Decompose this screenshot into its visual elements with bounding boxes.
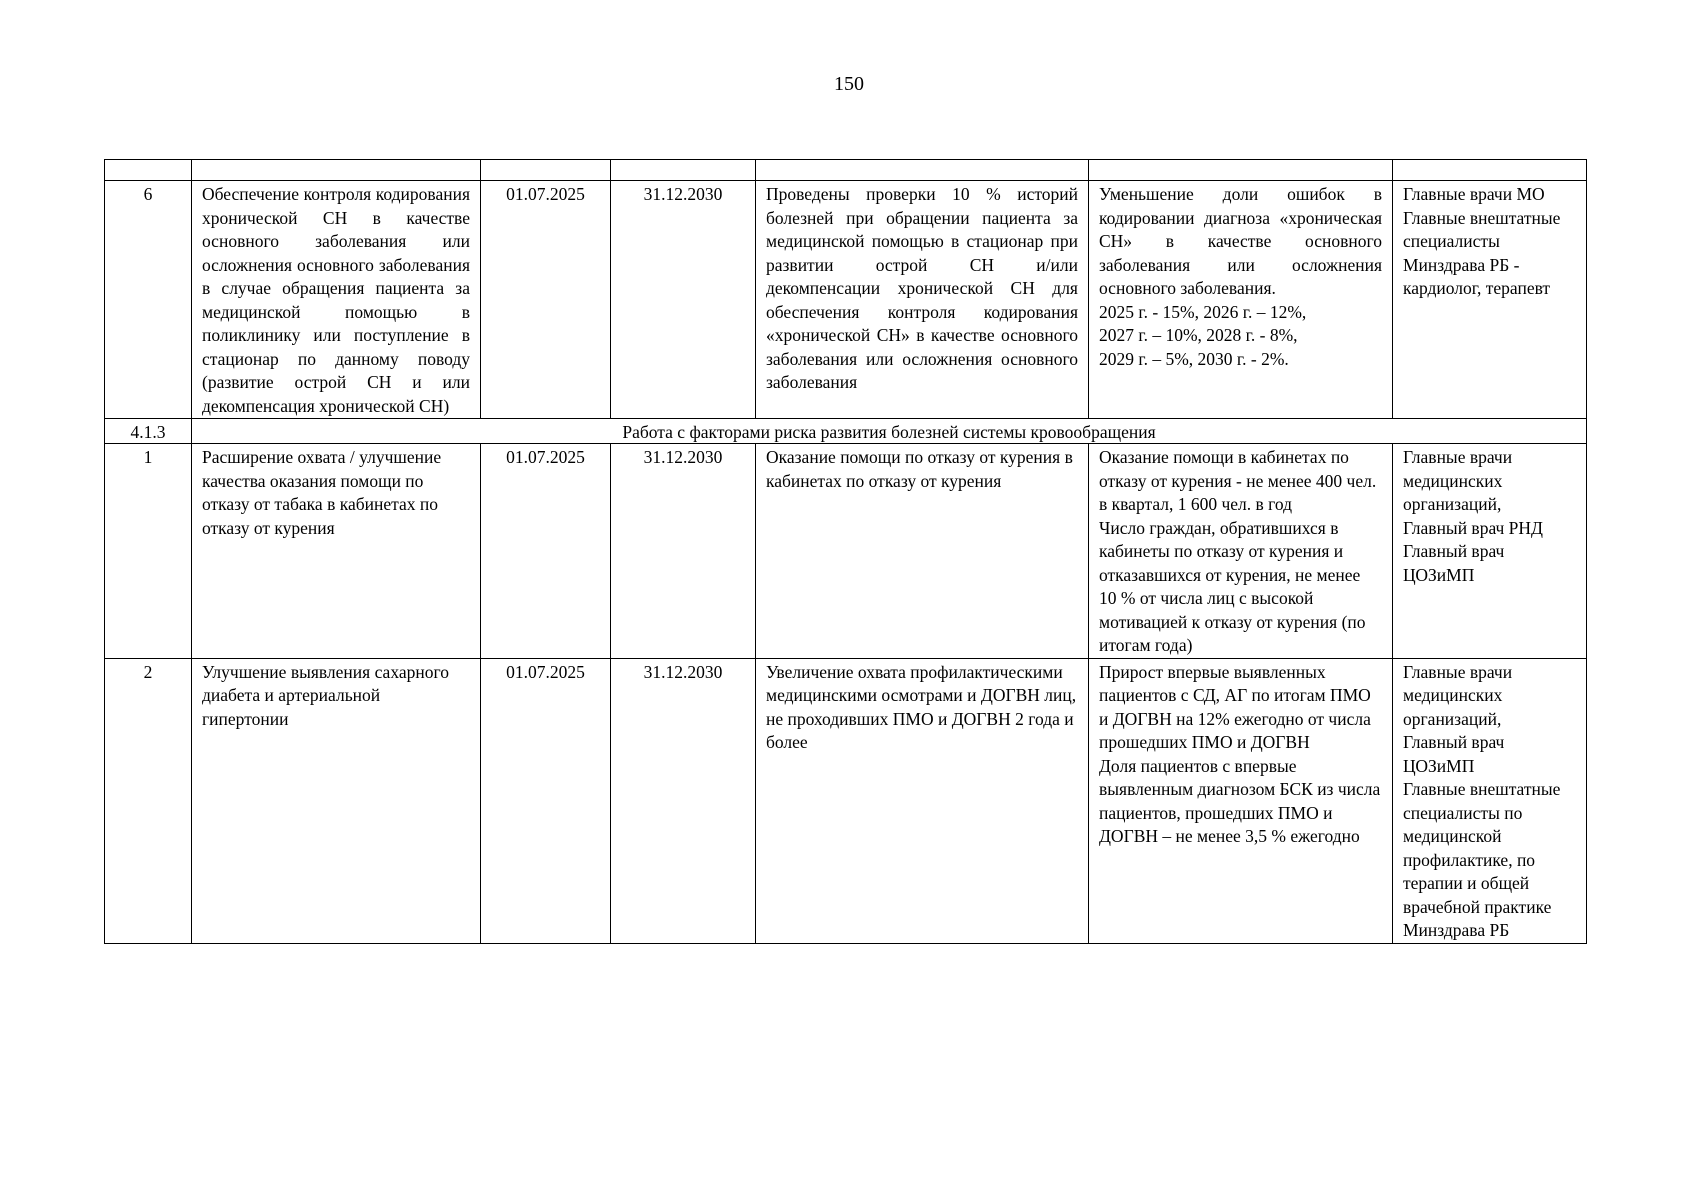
section-number: 4.1.3 (105, 419, 192, 444)
result-cell: Проведены проверки 10 % историй болезней при обращении пациента за медицинской помощью в стационар при развитии острой СН и/или декомпенсации хронической СН для обеспечения контроля кодирования «хронической СН» в качестве основного заболевания или осложнения основного заболевания (756, 181, 1089, 419)
indicator-text: 2029 г. – 5%, 2030 г. - 2%. (1099, 348, 1289, 369)
responsible-cell (1393, 658, 1587, 943)
end-date: 31.12.2030 (611, 444, 756, 659)
responsible-text: Главные внештатные специалисты Минздрава РБ - кардиолог, терапевт (1403, 207, 1561, 298)
responsible-text: Главные врачи медицинских организаций, (1403, 447, 1513, 514)
empty-cell (105, 160, 192, 181)
start-date: 01.07.2025 (481, 658, 611, 943)
empty-cell (1393, 160, 1587, 181)
end-date: 31.12.2030 (611, 181, 756, 419)
responsible-cell (1393, 181, 1587, 419)
responsible-text: Главные внештатные специалисты по медицинской профилактике, по терапии и общей врачебной практике Минздрава РБ (1403, 779, 1561, 940)
end-date: 31.12.2030 (611, 658, 756, 943)
start-date: 01.07.2025 (481, 444, 611, 659)
task-cell: Расширение охвата / улучшение качества оказания помощи по отказу от табака в кабинетах по отказу от курения (192, 444, 481, 659)
section-title: Работа с факторами риска развития болезней системы кровообращения (192, 419, 1587, 444)
plan-table (104, 159, 1587, 944)
row-number: 2 (105, 658, 192, 943)
row-number: 1 (105, 444, 192, 659)
table-row (105, 181, 1587, 419)
responsible-text: Главный врач ЦОЗиМП (1403, 732, 1505, 776)
empty-cell (192, 160, 481, 181)
indicator-text: 2025 г. - 15%, 2026 г. – 12%, (1099, 301, 1307, 322)
row-number: 6 (105, 181, 192, 419)
task-cell: Улучшение выявления сахарного диабета и артериальной гипертонии (192, 658, 481, 943)
responsible-text: Главные врачи медицинских организаций, (1403, 661, 1513, 729)
start-date: 01.07.2025 (481, 181, 611, 419)
indicator-cell (1089, 181, 1393, 419)
table-row (105, 658, 1587, 943)
responsible-text: Главный врач РНД (1403, 517, 1543, 538)
indicator-text: Уменьшение доли ошибок в кодировании диагноза «хроническая СН» в качестве основного заболевания или осложнения основного заболевания. (1099, 184, 1382, 298)
indicator-text: Доля пациентов с впервые выявленным диагнозом БСК из числа пациентов, прошедших ПМО и ДОГВН – не менее 3,5 % ежегодно (1099, 755, 1381, 846)
empty-cell (1089, 160, 1393, 181)
indicator-cell (1089, 658, 1393, 943)
result-cell: Увеличение охвата профилактическими медицинскими осмотрами и ДОГВН лиц, не проходивших ПМО и ДОГВН 2 года и более (756, 658, 1089, 943)
task-cell: Обеспечение контроля кодирования хронической СН в качестве основного заболевания или осложнения основного заболевания в случае обращения пациента за медицинской помощью в поликлинику или поступление в стационар по данному поводу (развитие острой СН и или декомпенсация хронической СН) (192, 181, 481, 419)
indicator-text: 2027 г. – 10%, 2028 г. - 8%, (1099, 325, 1298, 345)
responsible-text: Главные врачи МО (1403, 184, 1545, 204)
section-row (105, 419, 1587, 444)
table-row (105, 444, 1587, 659)
indicator-cell (1089, 444, 1393, 659)
empty-cell (611, 160, 756, 181)
responsible-cell (1393, 444, 1587, 659)
empty-cell (756, 160, 1089, 181)
indicator-text: Оказание помощи в кабинетах по отказу от курения - не менее 400 чел. в квартал, 1 600 чел. в год (1099, 447, 1377, 514)
indicator-text: Число граждан, обратившихся в кабинеты по отказу от курения и отказавшихся от курения, не менее 10 % от числа лиц с высокой мотивацией к отказу от курения (по итогам года) (1099, 517, 1366, 655)
empty-cell (481, 160, 611, 181)
page-number: 150 (834, 73, 864, 95)
responsible-text: Главный врач ЦОЗиМП (1403, 541, 1505, 585)
indicator-text: Прирост впервые выявленных пациентов с СД, АГ по итогам ПМО и ДОГВН на 12% ежегодно от числа прошедших ПМО и ДОГВН (1099, 661, 1371, 752)
header-continuation-row (105, 160, 1587, 181)
result-cell: Оказание помощи по отказу от курения в кабинетах по отказу от курения (756, 444, 1089, 659)
